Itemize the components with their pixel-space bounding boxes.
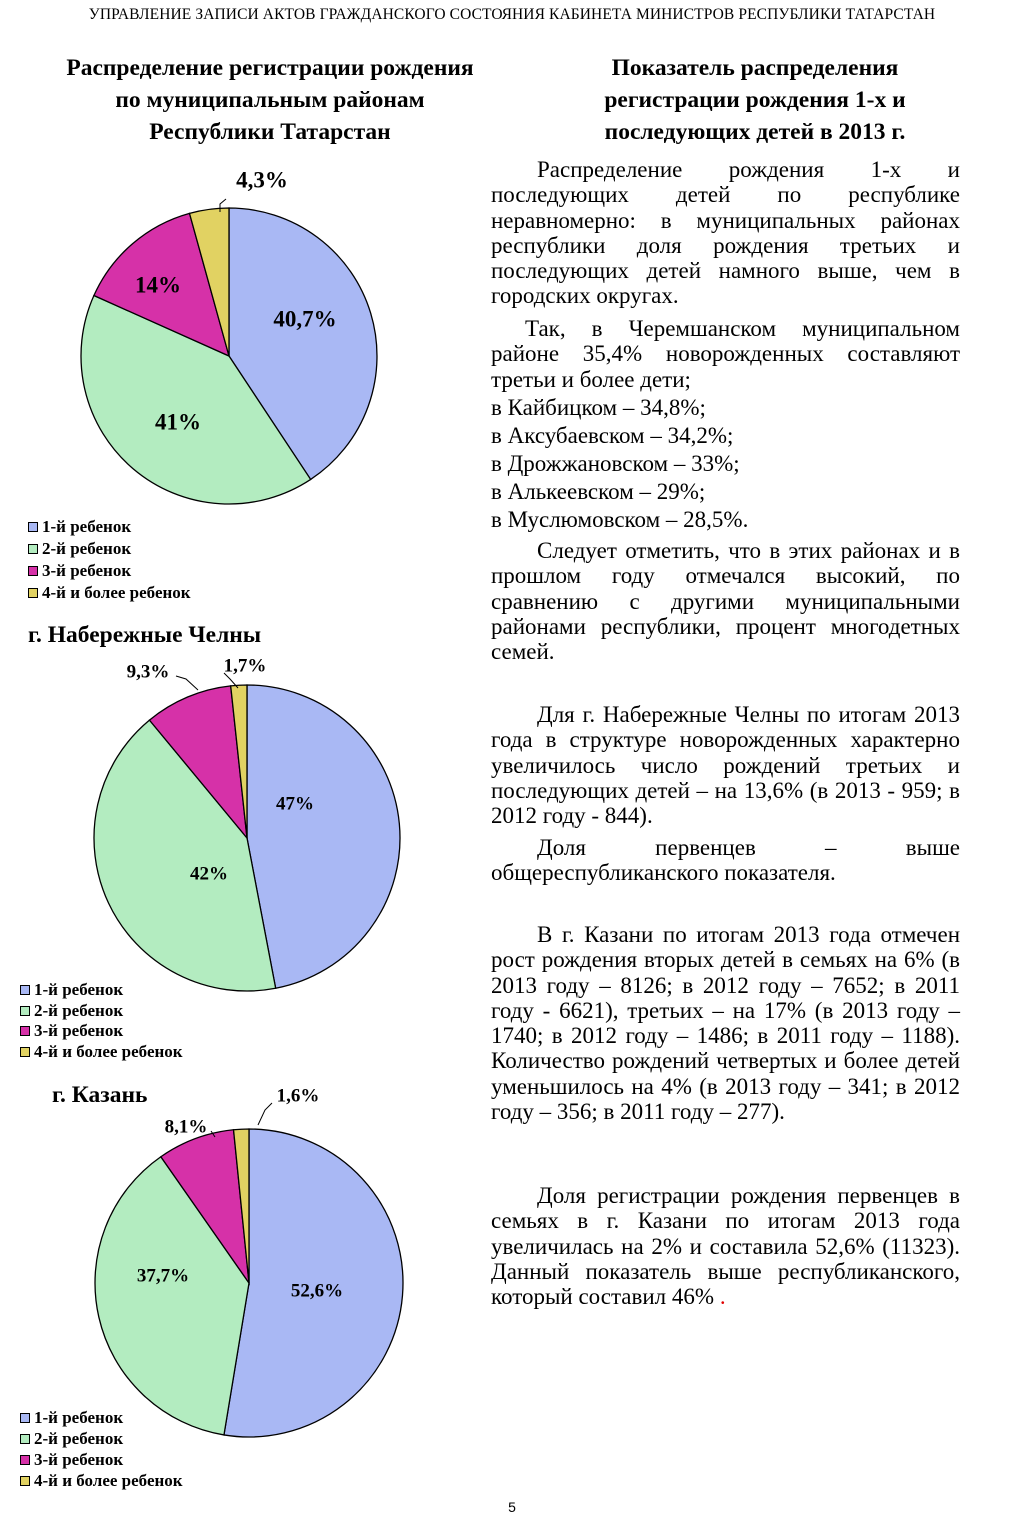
- pie-data-label: 47%: [276, 793, 314, 815]
- legend-label: 2-й ребенок: [34, 1000, 124, 1020]
- right-title-line: Показатель распределения: [611, 55, 899, 81]
- paragraph-1-text: Распределение рождения 1-х и последующих детей по республике неравномерно: в муниципальных районах республики доля рождения третьих и последующих детей намного выше, чем в городских округах.: [491, 157, 960, 309]
- chart-title-naberezhnye-chelny: г. Набережные Челны: [28, 622, 262, 648]
- legend-item: [20, 1042, 183, 1063]
- page-header: УПРАВЛЕНИЕ ЗАПИСИ АКТОВ ГРАЖДАНСКОГО СОСТОЯНИЯ КАБИНЕТА МИНИСТРОВ РЕСПУБЛИКИ ТАТАРСТАН: [88, 6, 936, 23]
- pie-slice: [247, 685, 400, 988]
- legend-swatch-1: [20, 985, 30, 995]
- pie-data-label: 1,7%: [223, 655, 267, 677]
- legend-item: [20, 1428, 183, 1449]
- left-title-line: Распределение регистрации рождения: [66, 55, 474, 81]
- legend-item: [20, 1407, 183, 1428]
- chart-title-kazan: г. Казань: [52, 1082, 148, 1108]
- legend-item: [20, 1001, 183, 1022]
- legend-label: 1-й ребенок: [34, 1408, 124, 1427]
- legend-label: 1-й ребенок: [42, 517, 132, 536]
- pie-0: [81, 208, 377, 504]
- legend-item: [28, 582, 191, 604]
- legend-item: [28, 516, 191, 538]
- legend-swatch-3: [20, 1455, 30, 1465]
- paragraph-3-text: Следует отметить, что в этих районах и в прошлом году отмечался высокий, по сравнению с другими муниципальными районами республики, процент многодетных семей.: [491, 538, 960, 665]
- legend-kazan: [20, 1407, 183, 1491]
- page-number: 5: [508, 1499, 516, 1515]
- pie-1: [94, 685, 400, 991]
- legend-item: [20, 1470, 183, 1491]
- legend-swatch-3: [20, 1026, 30, 1036]
- paragraph-2: [491, 316, 960, 392]
- legend-item: [28, 560, 191, 582]
- legend-label: 3-й ребенок: [34, 1450, 124, 1469]
- legend-item: [20, 1449, 183, 1470]
- paragraph-2-text: Так, в Черемшанском муниципальном районе 35,4% новорожденных составляют третьи и более дети;: [491, 316, 960, 392]
- legend-swatch-4: [28, 588, 38, 598]
- paragraph-4: [491, 702, 960, 828]
- legend-item: [28, 538, 191, 560]
- legend-swatch-1: [20, 1413, 30, 1423]
- legend-label: 1-й ребенок: [34, 980, 124, 999]
- legend-label: 2-й ребенок: [42, 539, 132, 558]
- legend-item: [20, 980, 183, 1001]
- pie-data-label: 8,1%: [164, 1116, 208, 1138]
- pie-leader-line: [258, 1103, 272, 1125]
- district-list-item: в Аксубаевском – 34,2%;: [491, 423, 734, 448]
- legend-swatch-2: [20, 1006, 30, 1016]
- paragraph-7: [491, 1183, 960, 1309]
- legend-label: 4-й и более ребенок: [42, 583, 191, 602]
- paragraph-5: [491, 835, 960, 886]
- district-list-item: в Алькеевском – 29%;: [491, 479, 706, 504]
- legend-label: 4-й и более ребенок: [34, 1041, 183, 1061]
- pie-data-label: 14%: [135, 272, 181, 298]
- legend-swatch-2: [28, 544, 38, 554]
- paragraph-3: [491, 538, 960, 664]
- pie-leader-line: [176, 676, 198, 690]
- paragraph-5-text: Доля первенцев – выше общереспубликанского показателя.: [491, 835, 960, 886]
- left-title-line: Республики Татарстан: [149, 119, 391, 145]
- district-list-item: в Муслюмовском – 28,5%.: [491, 507, 749, 532]
- pie-data-label: 1,6%: [276, 1085, 320, 1107]
- legend-swatch-2: [20, 1434, 30, 1444]
- red-period: .: [719, 1284, 726, 1310]
- pie-data-label: 9,3%: [126, 661, 170, 683]
- paragraph-1: [491, 157, 960, 309]
- legend-label: 4-й и более ребенок: [34, 1471, 183, 1490]
- legend-label: 3-й ребенок: [34, 1021, 124, 1040]
- pie-data-label: 37,7%: [136, 1265, 190, 1287]
- pie-data-label: 52,6%: [290, 1280, 344, 1302]
- pie-data-label: 4,3%: [236, 167, 288, 193]
- legend-swatch-3: [28, 566, 38, 576]
- district-list-item: в Кайбицком – 34,8%;: [491, 395, 706, 420]
- legend-naberezhnye-chelny: [20, 980, 183, 1062]
- right-title-line: последующих детей в 2013 г.: [604, 119, 906, 145]
- legend-item: [20, 1021, 183, 1042]
- paragraph-6: [491, 922, 960, 1124]
- paragraph-7-text: Доля регистрации рождения первенцев в семьях в г. Казани по итогам 2013 года увеличилась на 2% и составила 52,6% (11323). Данный показатель выше республиканского, который составил 46%: [491, 1183, 960, 1310]
- right-title-line: регистрации рождения 1-х и: [604, 87, 906, 113]
- legend-swatch-1: [28, 522, 38, 532]
- legend-republic: [28, 516, 191, 604]
- legend-swatch-4: [20, 1047, 30, 1057]
- pie-data-label: 42%: [190, 863, 228, 885]
- legend-label: 2-й ребенок: [34, 1429, 124, 1448]
- paragraph-6-text: В г. Казани по итогам 2013 года отмечен рост рождения вторых детей в семьях на 6% (в 2013 году – 8126; в 2012 году – 7652; в 2011 году - 6621), третьих – на 17% (в 2013 году – 1740; в 2012 году – 1486; в 2011 году – 1188). Количество рождений четвертых и более детей уменьшилось на 4% (в 2013 году – 341; в 2012 году – 356; в 2011 году – 277).: [491, 922, 960, 1125]
- pie-data-label: 41%: [155, 409, 201, 435]
- left-title-line: по муниципальным районам: [115, 87, 425, 113]
- paragraph-4-text: Для г. Набережные Челны по итогам 2013 года в структуре новорожденных характерно увеличилось число рождений третьих и последующих детей – на 13,6% (в 2013 - 959; в 2012 году - 844).: [491, 702, 960, 829]
- pie-data-label: 40,7%: [273, 306, 337, 332]
- district-list-item: в Дрожжановском – 33%;: [491, 451, 740, 476]
- legend-swatch-4: [20, 1476, 30, 1486]
- legend-label: 3-й ребенок: [42, 561, 132, 580]
